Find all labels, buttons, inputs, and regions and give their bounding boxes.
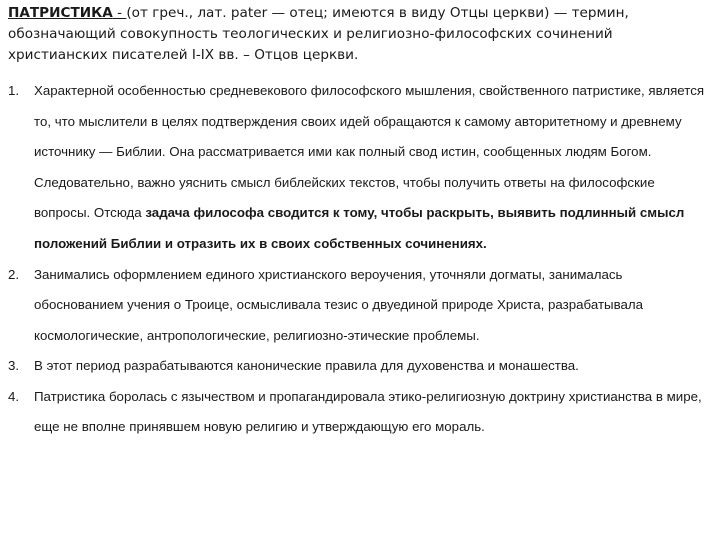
term-definition: (от греч., лат. pater — отец; имеются в виду Отцы церкви) — термин, обозначающий совокупность теологических и религиозно-философских сочинений христианских писателей I-IX вв. – Отцов церкви. xyxy=(8,5,629,63)
list-item-emphasis: задача философа сводится к тому, чтобы раскрыть, выявить подлинный смысл положений Библии и отразить их в своих собственных сочинениях. xyxy=(34,205,685,251)
definition-paragraph xyxy=(8,3,708,66)
list-item-number: 4. xyxy=(8,388,20,404)
points-list xyxy=(8,76,708,442)
list-item-text: Характерной особенностью средневекового философского мышления, свойственного патристике, является то, что мыслители в целях подтверждения своих идей обращаются к самому авторитетному и древнему источнику — Библии. Она рассматривается ими как полный свод истин, сообщенных людям Богом. Следовательно, важно уяснить смысл библейских текстов, чтобы получить ответы на философские вопросы. Отсюда xyxy=(34,83,705,221)
term-title: ПАТРИСТИКА xyxy=(8,5,113,21)
list-item xyxy=(8,76,708,260)
list-item xyxy=(8,260,708,352)
list-item xyxy=(8,351,708,382)
list-item-number: 3. xyxy=(8,358,20,374)
list-item-text: Патристика боролась с язычеством и пропагандировала этико-религиозную доктрину христианства в мире, еще не вполне принявшем новую религию и утверждающую его мораль. xyxy=(34,388,702,434)
list-item-number: 1. xyxy=(8,83,20,98)
list-item xyxy=(8,382,708,442)
list-item-text: Занимались оформлением единого христианского вероучения, уточняли догматы, занималась обоснованием учения о Троице, осмысливала тезис о двуединой природе Христа, разрабатывала космологические, антропологические, религиозно-этические проблемы. xyxy=(34,266,644,343)
list-item-text: В этот период разрабатываются канонические правила для духовенства и монашества. xyxy=(34,358,579,374)
list-item-number: 2. xyxy=(8,266,20,282)
term-separator: - xyxy=(112,5,127,21)
